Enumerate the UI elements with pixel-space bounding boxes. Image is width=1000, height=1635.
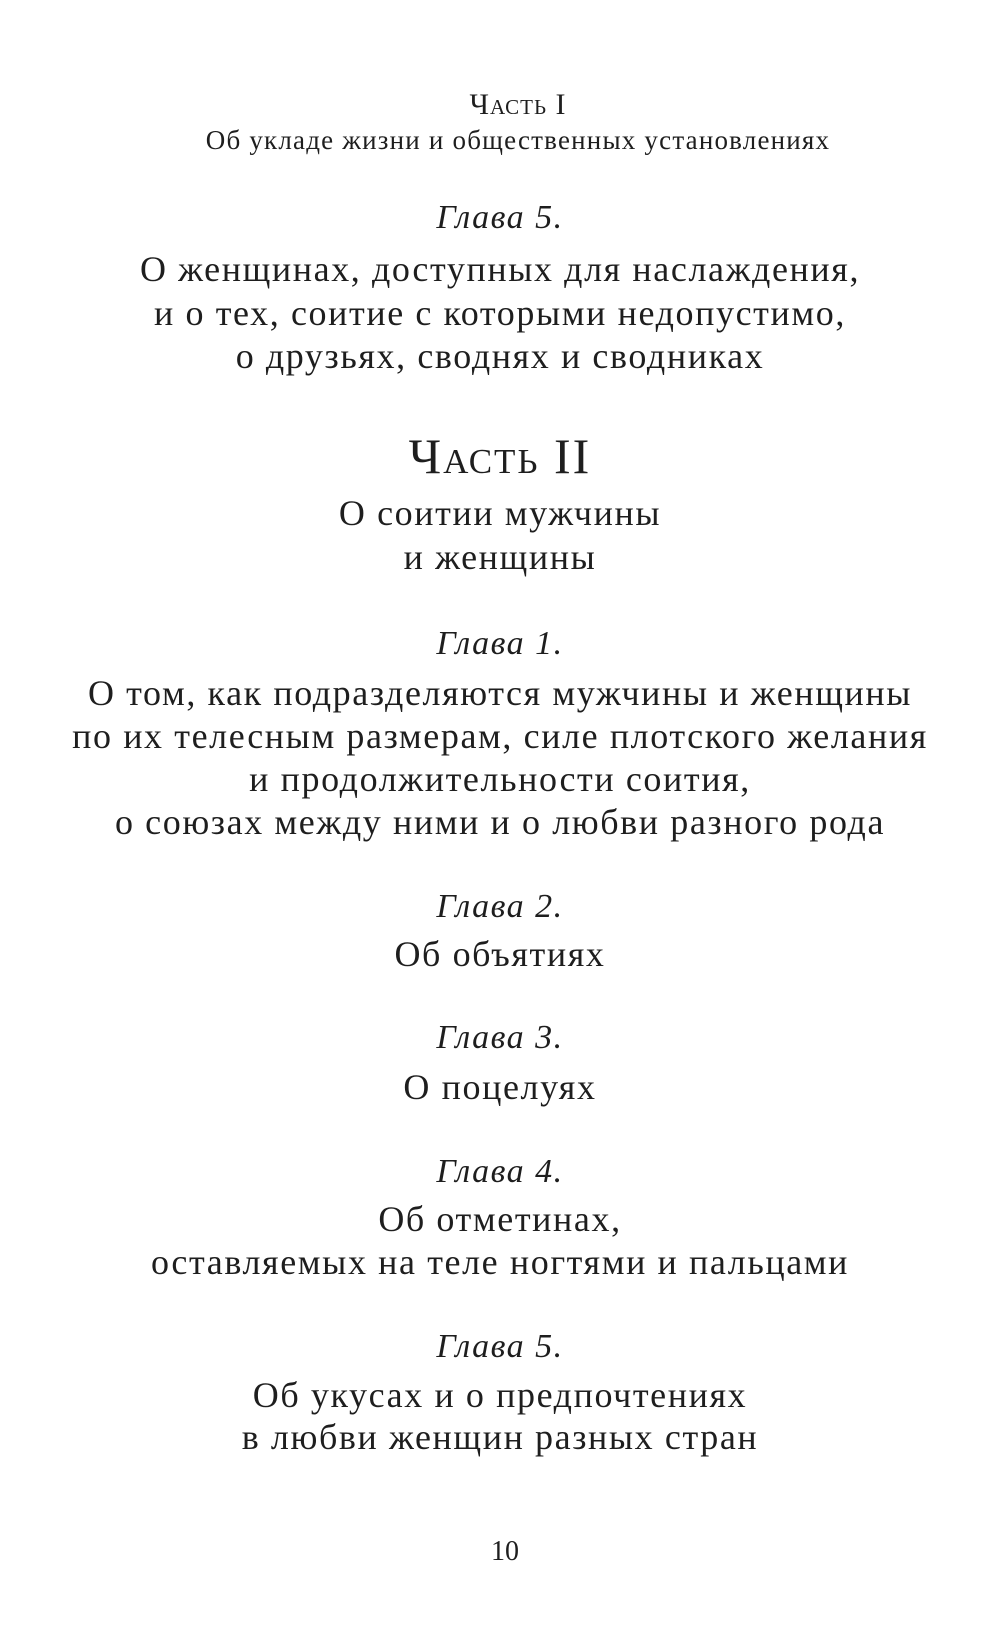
part-1-subtitle: Об укладе жизни и общественных установлениях — [205, 125, 831, 155]
chapter-3-title-line-1: О поцелуях — [403, 1067, 597, 1107]
part-1-chapter-5-title-line-1: О женщинах, доступных для наслаждения, — [139, 249, 861, 289]
chapter-1-label: Глава 1. — [436, 625, 564, 662]
part-2-title-line-1: О соитии мужчины — [338, 493, 662, 533]
chapter-1-title-line-1: О том, как подразделяются мужчины и женщины — [87, 673, 913, 713]
chapter-3-label: Глава 3. — [436, 1019, 564, 1056]
chapter-1-title-line-4: о союзах между ними и о любви разного рода — [114, 802, 886, 842]
chapter-5-label: Глава 5. — [436, 1328, 564, 1365]
part-1-chapter-5-label: Глава 5. — [436, 199, 564, 236]
part-2-heading: Часть II — [408, 428, 592, 484]
part-1-chapter-5-title-line-3: о друзьях, своднях и сводниках — [235, 336, 765, 376]
page-number: 10 — [491, 1536, 519, 1567]
chapter-1-title-line-2: по их телесным размерам, силе плотского желания — [72, 716, 928, 756]
chapter-4-label: Глава 4. — [436, 1153, 564, 1190]
chapter-5-title-line-1: Об укусах и о предпочтениях — [252, 1375, 748, 1415]
chapter-1-title-line-3: и продолжительности соития, — [249, 759, 751, 799]
part-1-chapter-5-title-line-2: и о тех, соитие с которыми недопустимо, — [154, 293, 846, 333]
chapter-2-title-line-1: Об объятиях — [394, 934, 606, 974]
part-2-title-line-2: и женщины — [403, 537, 597, 577]
chapter-5-title-line-2: в любви женщин разных стран — [241, 1417, 759, 1457]
part-1-heading: Часть I — [469, 88, 567, 121]
chapter-2-label: Глава 2. — [436, 888, 564, 925]
chapter-4-title-line-1: Об отметинах, — [378, 1199, 622, 1239]
chapter-4-title-line-2: оставляемых на теле ногтями и пальцами — [150, 1242, 850, 1282]
